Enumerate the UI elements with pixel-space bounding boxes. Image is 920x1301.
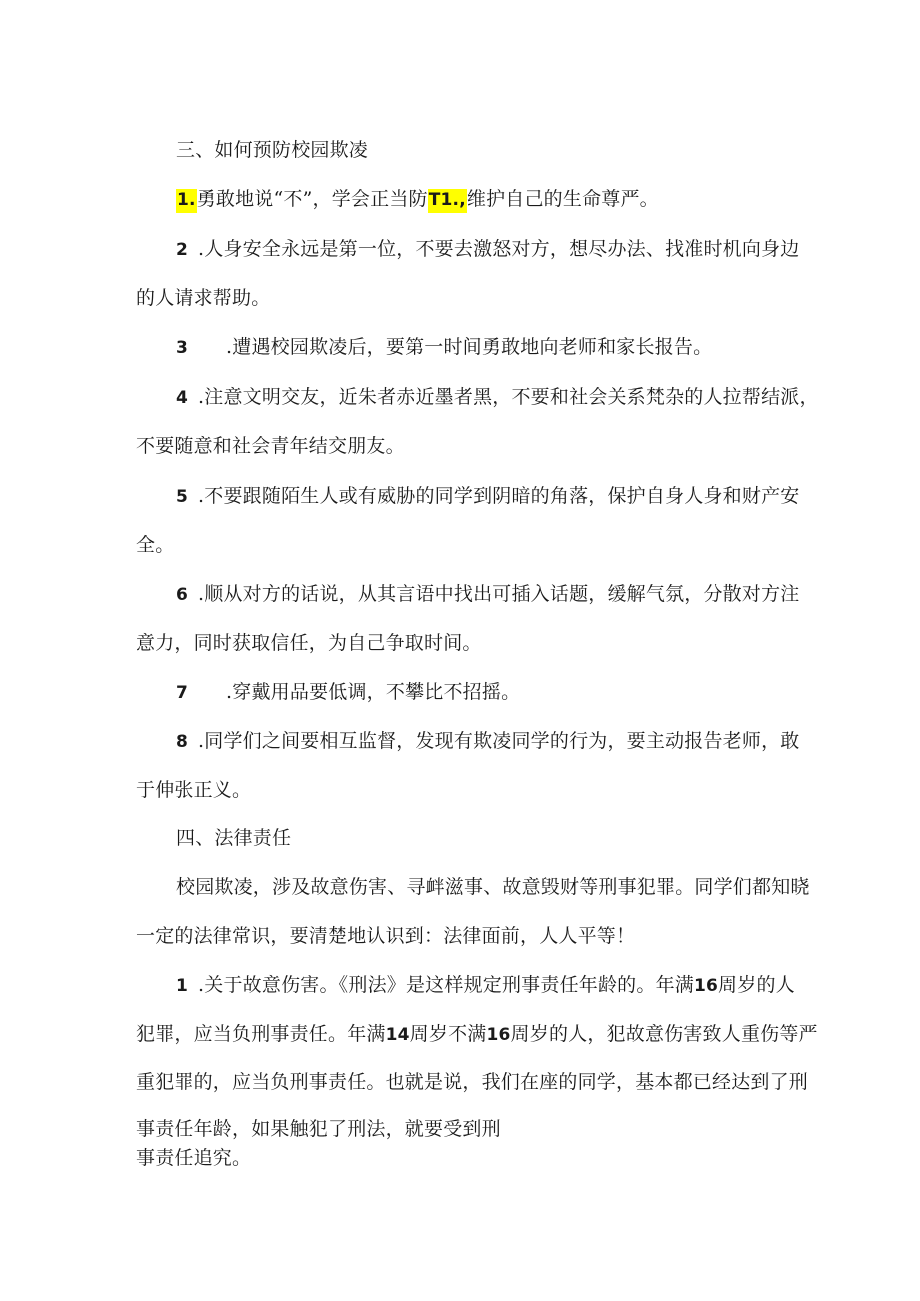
prevention-item-7 (176, 679, 520, 706)
legal-intro: 校园欺凌，涉及故意伤害、寻衅滋事、故意毁财等刑事犯罪。同学们都知晓 (176, 876, 810, 898)
item-number-highlighted: 1. (176, 189, 197, 213)
legal-item-1-line5: 事责任追究。 (136, 1147, 252, 1169)
prevention-item-8 (176, 728, 799, 755)
age-number: 14 (385, 1025, 410, 1045)
prevention-item-5 (176, 483, 799, 510)
item-text: .关于故意伤害。《刑法》是这样规定刑事责任年龄的。年满 (198, 974, 694, 996)
item-number: 7 (176, 683, 189, 703)
prevention-item-4-cont: 不要随意和社会青年结交朋友。 (136, 435, 405, 457)
section-heading-prevention: 三、如何预防校园欺凌 (176, 139, 369, 161)
item-text: .顺从对方的话说，从其言语中找出可插入话题，缓解气氛，分散对方注 (198, 583, 800, 605)
prevention-item-2-cont: 的人请求帮助。 (136, 287, 271, 309)
legal-item-1 (176, 972, 795, 999)
item-text: .穿戴用品要低调，不攀比不招摇。 (226, 681, 521, 703)
item-text: .同学们之间要相互监督，发现有欺凌同学的行为，要主动报告老师，敢 (198, 730, 800, 752)
item-number: 4 (176, 388, 189, 408)
item-number: 6 (176, 585, 189, 605)
legal-item-1-line3: 重犯罪的，应当负刑事责任。也就是说，我们在座的同学，基本都已经达到了刑 (136, 1071, 809, 1093)
item-number: 3 (176, 338, 189, 358)
prevention-item-5-cont: 全。 (136, 534, 175, 556)
item-text: 周岁的人 (718, 974, 795, 996)
item-text: 周岁不满 (409, 1023, 487, 1045)
item-number: 1 (176, 976, 189, 996)
item-text: 维护自己的生命尊严。 (466, 188, 659, 210)
item-number: 2 (176, 240, 189, 260)
item-text: .不要跟随陌生人或有威胁的同学到阴暗的角落，保护自身人身和财产安 (198, 485, 800, 507)
age-number: 16 (693, 976, 719, 996)
prevention-item-1 (176, 186, 659, 213)
item-text: 周岁的人，犯故意伤害致人重伤等严 (510, 1023, 818, 1045)
item-text: .遭遇校园欺凌后，要第一时间勇敢地向老师和家长报告。 (226, 336, 713, 358)
item-text: 勇敢地说“不”，学会正当防 (196, 188, 428, 210)
prevention-item-3 (176, 334, 712, 361)
legal-intro-cont: 一定的法律常识，要清楚地认识到：法律面前，人人平等！ (136, 925, 636, 947)
prevention-item-6-cont: 意力，同时获取信任，为自己争取时间。 (136, 632, 482, 654)
item-text: .人身安全永远是第一位，不要去激怒对方，想尽办法、找准时机向身边 (198, 238, 800, 260)
item-number: 8 (176, 732, 189, 752)
item-text: 犯罪，应当负刑事责任。年满 (136, 1023, 386, 1045)
item-number: 5 (176, 487, 189, 507)
age-number: 16 (486, 1025, 511, 1045)
prevention-item-8-cont: 于伸张正义。 (136, 779, 252, 801)
prevention-item-4 (176, 384, 819, 411)
highlighted-mark: T1., (428, 189, 467, 213)
legal-item-1-line2 (136, 1021, 818, 1048)
legal-item-1-line4: 事责任年龄，如果触犯了刑法，就要受到刑 (136, 1118, 501, 1140)
item-text: .注意文明交友，近朱者赤近墨者黑，不要和社会关系梵杂的人拉帮结派， (198, 386, 819, 408)
prevention-item-6 (176, 581, 799, 608)
prevention-item-2 (176, 236, 799, 263)
section-heading-legal: 四、法律责任 (176, 827, 292, 849)
